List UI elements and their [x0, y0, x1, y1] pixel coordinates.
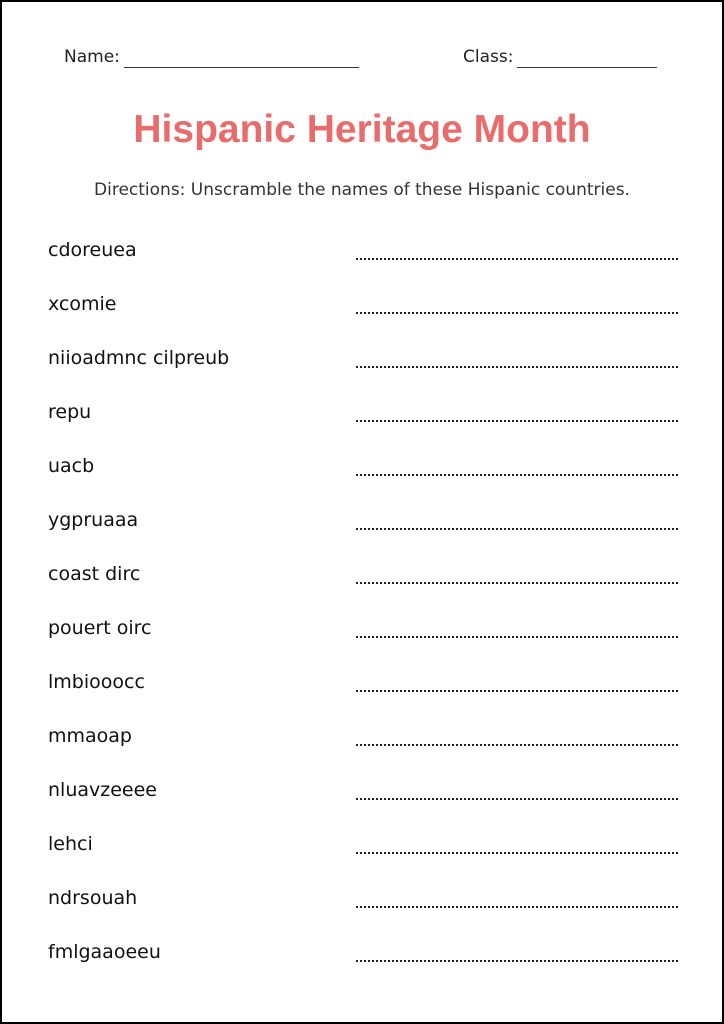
scrambled-word: ndrsouah — [48, 887, 138, 909]
scrambled-word: mmaoap — [48, 725, 132, 747]
word-row — [48, 396, 680, 450]
answer-line[interactable] — [356, 528, 678, 530]
answer-line[interactable] — [356, 582, 678, 584]
scrambled-word: fmlgaaoeeu — [48, 941, 161, 963]
scrambled-word: repu — [48, 401, 92, 423]
word-row — [48, 666, 680, 720]
scrambled-word: cdoreuea — [48, 239, 137, 261]
word-list — [48, 234, 680, 990]
answer-line[interactable] — [356, 690, 678, 692]
word-row — [48, 612, 680, 666]
word-row — [48, 504, 680, 558]
word-row — [48, 234, 680, 288]
answer-line[interactable] — [356, 906, 678, 908]
word-row — [48, 882, 680, 936]
scrambled-word: pouert oirc — [48, 617, 152, 639]
answer-line[interactable] — [356, 420, 678, 422]
class-field — [463, 46, 657, 68]
name-write-line[interactable] — [124, 47, 359, 68]
answer-line[interactable] — [356, 312, 678, 314]
word-row — [48, 342, 680, 396]
scrambled-word: lehci — [48, 833, 93, 855]
scrambled-word: niioadmnc cilpreub — [48, 347, 230, 369]
answer-line[interactable] — [356, 636, 678, 638]
word-row — [48, 720, 680, 774]
word-row — [48, 288, 680, 342]
class-label: Class: — [463, 47, 514, 67]
answer-line[interactable] — [356, 366, 678, 368]
word-row — [48, 774, 680, 828]
scrambled-word: uacb — [48, 455, 95, 477]
word-row — [48, 450, 680, 504]
scrambled-word: ygpruaaa — [48, 509, 139, 531]
answer-line[interactable] — [356, 960, 678, 962]
answer-line[interactable] — [356, 744, 678, 746]
word-row — [48, 936, 680, 990]
scrambled-word: xcomie — [48, 293, 117, 315]
worksheet-title: Hispanic Heritage Month — [133, 108, 591, 151]
answer-line[interactable] — [356, 798, 678, 800]
answer-line[interactable] — [356, 474, 678, 476]
scrambled-word: nluavzeeee — [48, 779, 157, 801]
answer-line[interactable] — [356, 852, 678, 854]
name-label: Name: — [64, 47, 120, 67]
scrambled-word: coast dirc — [48, 563, 141, 585]
class-write-line[interactable] — [517, 47, 657, 68]
directions-text: Directions: Unscramble the names of these Hispanic countries. — [94, 180, 630, 200]
answer-line[interactable] — [356, 258, 678, 260]
scrambled-word: lmbiooocc — [48, 671, 145, 693]
name-field — [64, 46, 359, 68]
word-row — [48, 828, 680, 882]
word-row — [48, 558, 680, 612]
